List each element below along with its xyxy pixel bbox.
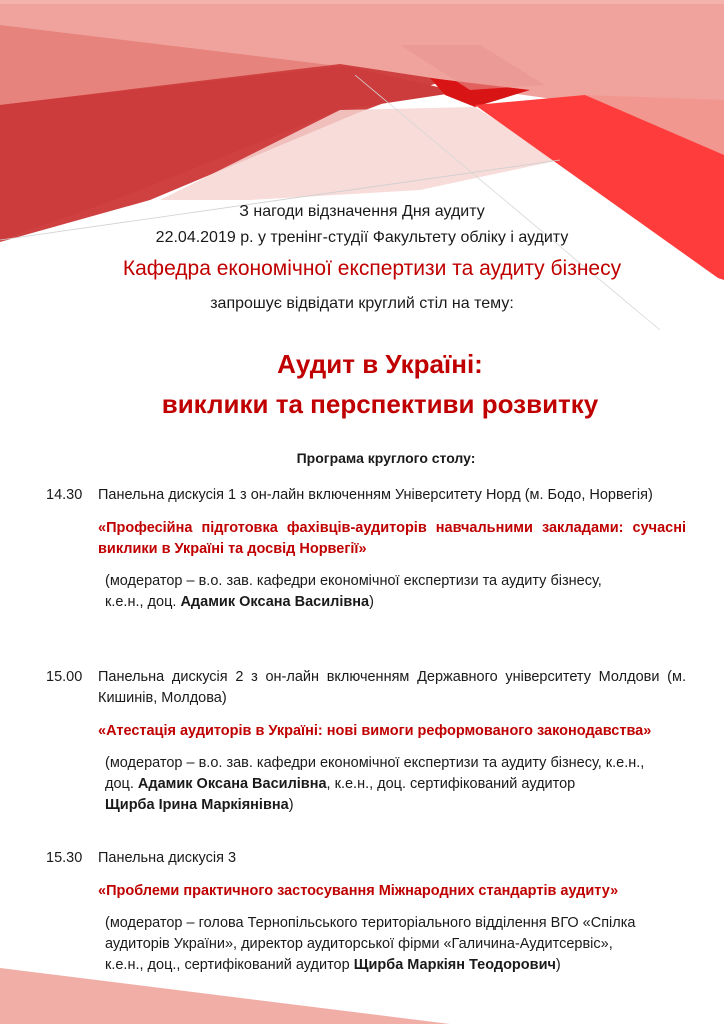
moderator-text: )	[288, 797, 294, 813]
session-description: Панельна дискусія 3	[98, 850, 237, 866]
session-description: Панельна дискусія 2 з он-лайн включенням Державного університету Молдови (м. Кишинів, Молдова)	[98, 669, 686, 706]
moderator-name: Адамик Оксана Василівна	[137, 776, 327, 792]
intro-line-1: З нагоди відзначення Дня аудиту	[239, 203, 485, 220]
program-heading: Програма круглого столу:	[296, 450, 476, 466]
moderator-name: Щирба Ірина Маркіянівна	[105, 797, 289, 813]
event-title-line-1: Аудит в Україні:	[277, 349, 483, 379]
session-time: 14.30	[46, 487, 83, 503]
moderator-name: Щирба Маркіян Теодорович	[353, 957, 556, 973]
moderator-name: Адамик Оксана Василівна	[180, 594, 370, 610]
session-time: 15.30	[46, 850, 83, 866]
moderator-text: к.е.н., доц.	[105, 594, 181, 610]
moderator-text: (модератор – в.о. зав. кафедри економічної експертизи та аудиту бізнесу, к.е.н.,	[105, 755, 645, 771]
moderator-text: , к.е.н., доц. сертифікований аудитор	[326, 776, 576, 792]
session-body	[98, 848, 686, 976]
session-topic: «Атестація аудиторів в Україні: нові вимоги реформованого законодавства»	[98, 723, 652, 739]
session-moderator	[98, 753, 686, 816]
session-moderator	[98, 571, 686, 613]
moderator-text: доц.	[105, 776, 138, 792]
session-body	[98, 485, 686, 613]
moderator-text: (модератор – голова Тернопільського територіального відділення ВГО «Спілка	[105, 915, 636, 931]
session-topic: «Професійна підготовка фахівців-аудиторів навчальними закладами: сучасні виклики в Україні та досвід Норвегії»	[98, 520, 686, 557]
intro-line-2: 22.04.2019 р. у тренінг-студії Факультету обліку і аудиту	[155, 229, 569, 246]
session-moderator	[98, 913, 686, 976]
moderator-text: (модератор – в.о. зав. кафедри економічної експертизи та аудиту бізнесу,	[105, 573, 602, 589]
department-name: Кафедра економічної експертизи та аудиту бізнесу	[122, 257, 622, 280]
invitation-text: запрошує відвідати круглий стіл на тему:	[210, 295, 514, 312]
event-title-line-2: виклики та перспективи розвитку	[161, 389, 599, 419]
session-time: 15.00	[46, 669, 83, 685]
session-topic: «Проблеми практичного застосування Міжнародних стандартів аудиту»	[98, 883, 619, 899]
moderator-text: аудиторів України», директор аудиторської фірми «Галичина-Аудитсервіс»,	[105, 936, 613, 952]
moderator-text: )	[555, 957, 561, 973]
session-description: Панельна дискусія 1 з он-лайн включенням Університету Норд (м. Бодо, Норвегія)	[98, 487, 653, 503]
session-body	[98, 667, 686, 816]
moderator-text: )	[369, 594, 374, 610]
moderator-text: к.е.н., доц., сертифікований аудитор	[105, 957, 354, 973]
